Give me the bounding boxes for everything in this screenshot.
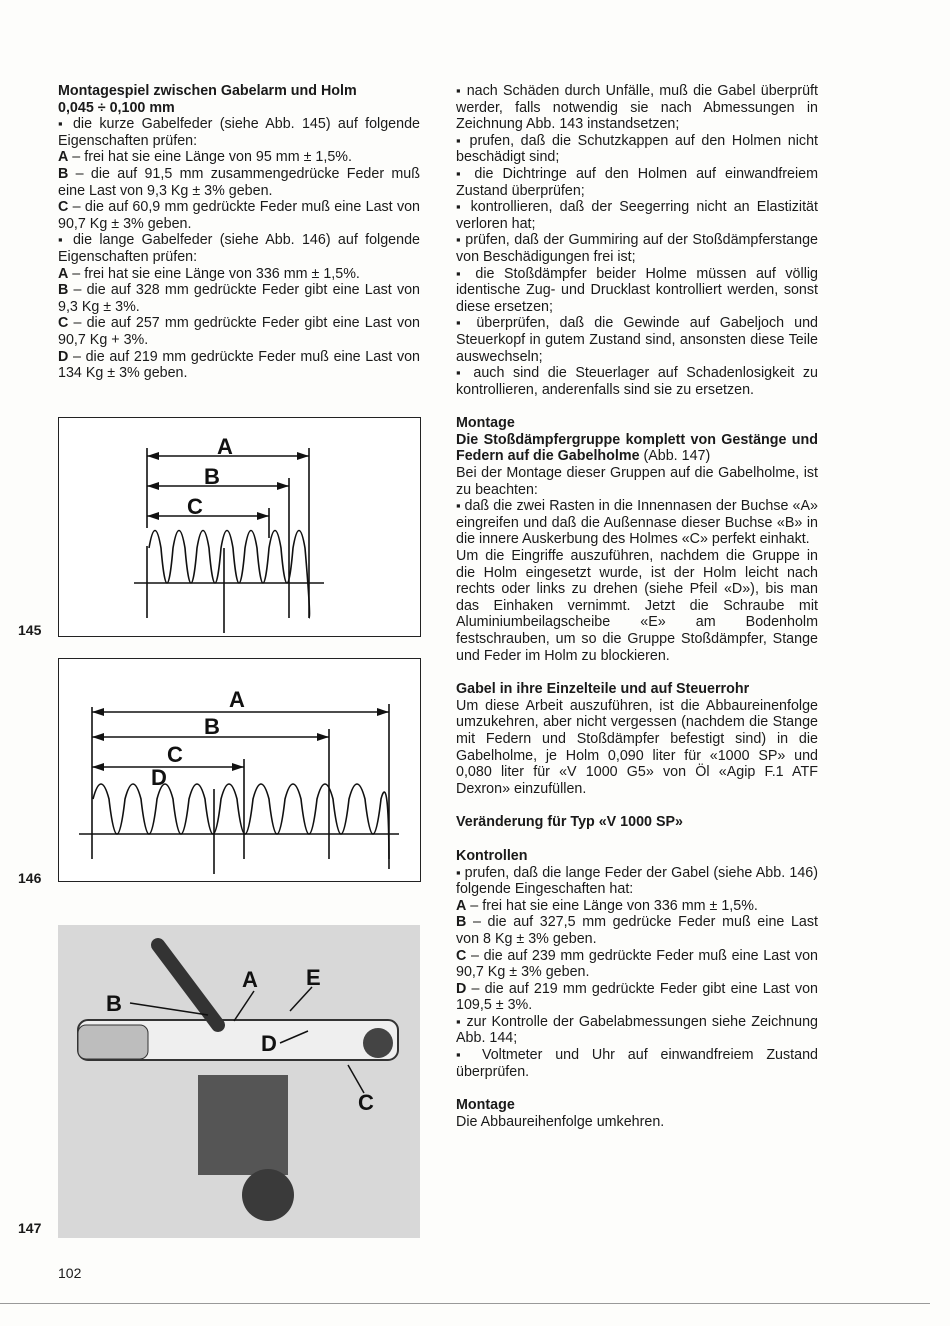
heading-v1000sp: Veränderung für Typ «V 1000 SP» (456, 814, 683, 831)
fig147-label-a: A (242, 967, 258, 992)
bullet-item: ▪ Voltmeter und Uhr auf einwandfreiem Zustand überprüfen. (456, 1047, 818, 1080)
fig146-label-b: B (204, 714, 220, 739)
spec-key: A (456, 897, 467, 914)
spec-text: – frei hat sie eine Länge von 95 mm ± 1,5%. (68, 149, 352, 166)
spec-key: D (58, 348, 69, 365)
bullet-item: ▪ die Stoßdämpfer beider Holme müssen auf völlig identische Zug- und Drucklast kontrolliert werden, sonst diese ersetzen; (456, 266, 818, 316)
right-column (456, 83, 818, 1130)
spec-line (58, 349, 420, 382)
spec-text: – frei hat sie eine Länge von 336 mm ± 1,5%. (466, 897, 758, 914)
spec-text: – die auf 60,9 mm gedrückte Feder muß eine Last von 90,7 Kg ± 3% geben. (58, 199, 420, 232)
heading-montagespiel: Montagespiel zwischen Gabelarm und Holm (58, 83, 357, 99)
gabel-text: Um diese Arbeit auszuführen, ist die Abbaureinenfolge umzukehren, aber nicht vergessen (nachdem die Stange mit Federn und Stoßdämpfer befestigt sind) in die Gabelholme, je Holm 0,090 liter für «1000 SP» und 0,080 liter für «V 1000 G5» von Öl «Agip F.1 ATF Dexron» einzufüllen. (456, 697, 818, 797)
spec-line (58, 282, 420, 315)
short-spring-specs (58, 149, 420, 232)
fig145-label-a: A (217, 434, 233, 459)
long-spring-diagram (59, 659, 420, 881)
bullet-item: ▪ nach Schäden durch Unfälle, muß die Gabel überprüft werder, falls notwendig sie nach Abmessungen in Zeichnung Abb. 143 instandsetzen; (456, 83, 818, 133)
spec-key: B (58, 282, 69, 299)
page-number: 102 (58, 1265, 82, 1281)
spec-key: C (456, 947, 467, 964)
montage-sub-bold: Die Stoßdämpfergruppe komplett von Gestänge und Federn auf die Gabelholme (456, 431, 818, 465)
spec-text: – die auf 239 mm gedrückte Feder muß eine Last von 90,7 Kg ± 3% geben. (456, 947, 818, 981)
bullet-item: ▪ prüfen, daß der Gummiring auf der Stoßdämpferstange von Beschädigungen frei ist; (456, 232, 818, 265)
footer-rule (0, 1303, 930, 1304)
spec-text: – die auf 91,5 mm zusammengedrücke Feder muß eine Last von 9,3 Kg ± 3% geben. (58, 165, 420, 199)
kontrollen-bullets (456, 1014, 818, 1080)
spring-coil (149, 531, 310, 619)
heading-gabel: Gabel in ihre Einzelteile und auf Steuerrohr (456, 681, 750, 698)
fig146-label-d: D (151, 765, 167, 790)
fig145-label-c: C (187, 494, 203, 519)
fig145-label-b: B (204, 464, 220, 489)
figure-146-long-spring (58, 658, 421, 882)
spec-key: D (456, 980, 467, 997)
long-spring-specs (58, 266, 420, 382)
spec-key: A (58, 149, 69, 166)
spec-key: C (58, 315, 69, 332)
figure-146-number: 146 (18, 870, 42, 886)
para-short-spring: ▪ die kurze Gabelfeder (siehe Abb. 145) auf folgende Eigenschaften prüfen: (58, 116, 420, 149)
fig147-label-c: C (358, 1090, 374, 1115)
fig147-label-b: B (106, 991, 122, 1016)
spec-key: A (58, 265, 69, 282)
inspection-bullets (456, 83, 818, 398)
fig146-label-a: A (229, 687, 245, 712)
heading-montage-1: Montage (456, 415, 515, 432)
fork-assembly-photo (58, 925, 420, 1238)
spec-line (456, 914, 818, 947)
montage-intro: Bei der Montage dieser Gruppen auf die Gabelholme, ist zu beachten: (456, 465, 818, 498)
montage-2-text: Die Abbaureihenfolge umkehren. (456, 1113, 665, 1130)
figure-145-number: 145 (18, 622, 42, 638)
heading-tolerance: 0,045 ÷ 0,100 mm (58, 99, 175, 116)
para-long-spring: ▪ die lange Gabelfeder (siehe Abb. 146) auf folgende Eigenschaften prüfen: (58, 232, 420, 265)
spec-key: B (58, 165, 69, 182)
spring-coil (93, 784, 389, 869)
montage-subheading (456, 432, 818, 465)
spec-line (58, 149, 420, 166)
heading-montage-2: Montage (456, 1097, 515, 1114)
montage-ref: (Abb. 147) (639, 448, 711, 465)
figure-147-photo (58, 925, 420, 1238)
spec-line (456, 898, 818, 915)
bullet-item: ▪ die Dichtringe auf den Holmen auf einwandfreiem Zustand überprüfen; (456, 166, 818, 199)
spec-text: – die auf 219 mm gedrückte Feder muß eine Last von 134 Kg ± 3% geben. (58, 348, 420, 382)
spec-line (456, 948, 818, 981)
kontrollen-specs (456, 898, 818, 1014)
heading-kontrollen: Kontrollen (456, 847, 528, 864)
kontrollen-intro: ▪ prufen, daß die lange Feder der Gabel (siehe Abb. 146) folgende Eingeschaften hat: (456, 865, 818, 898)
short-spring-diagram (59, 418, 420, 636)
montage-bullet: ▪ daß die zwei Rasten in die Innennasen der Buchse «A» eingreifen und daß die Außennase dieser Buchse «B» in die innere Auskerbung des Holmes «C» perfekt einhakt. (456, 498, 818, 548)
figure-145-short-spring (58, 417, 421, 637)
fig146-label-c: C (167, 742, 183, 767)
spec-text: – frei hat sie eine Länge von 336 mm ± 1,5%. (68, 265, 360, 282)
bullet-item: ▪ kontrollieren, daß der Seegerring nicht an Elastizität verloren hat; (456, 199, 818, 232)
spec-key: C (58, 199, 69, 216)
spec-key: B (456, 914, 467, 931)
spec-line (58, 315, 420, 348)
left-column (58, 83, 420, 382)
spec-text: – die auf 219 mm gedrückte Feder gibt eine Last von 109,5 ± 3%. (456, 980, 818, 1014)
spec-text: – die auf 328 mm gedrückte Feder gibt eine Last von 9,3 Kg ± 3%. (58, 282, 420, 315)
spec-line (58, 199, 420, 232)
spec-line (456, 981, 818, 1014)
figure-147-number: 147 (18, 1220, 42, 1236)
fig147-label-d: D (261, 1031, 277, 1056)
spec-text: – die auf 257 mm gedrückte Feder gibt eine Last von 90,7 Kg + 3%. (58, 315, 420, 348)
spec-line (58, 266, 420, 283)
bullet-item: ▪ überprüfen, daß die Gewinde auf Gabeljoch und Steuerkopf in gutem Zustand sind, ansonsten diese Teile auswechseln; (456, 315, 818, 365)
bullet-item: ▪ zur Kontrolle der Gabelabmessungen siehe Zeichnung Abb. 144; (456, 1014, 818, 1047)
spec-text: – die auf 327,5 mm gedrücke Feder muß eine Last von 8 Kg ± 3% geben. (456, 914, 818, 947)
spec-line (58, 166, 420, 199)
montage-text: Um die Eingriffe auszuführen, nachdem die Gruppe in die Holm eingesetzt wurde, ist der Holm leicht nach rechts oder links zu drehen (siehe Pfeil «D»), bis man das Einhaken vernimmt. Jetzt die Schraube mit Aluminiumbeilagscheibe «E» am Bodenholm festschrauben, um so die Gruppe Stoßdämpfer, Stange und Feder im Holm zu blockieren. (456, 548, 818, 664)
bullet-item: ▪ auch sind die Steuerlager auf Schadenlosigkeit zu kontrollieren, anderenfalls sind sie zu ersetzen. (456, 365, 818, 398)
fig147-label-e: E (306, 965, 321, 990)
bullet-item: ▪ prufen, daß die Schutzkappen auf den Holmen nicht beschädigt sind; (456, 133, 818, 166)
